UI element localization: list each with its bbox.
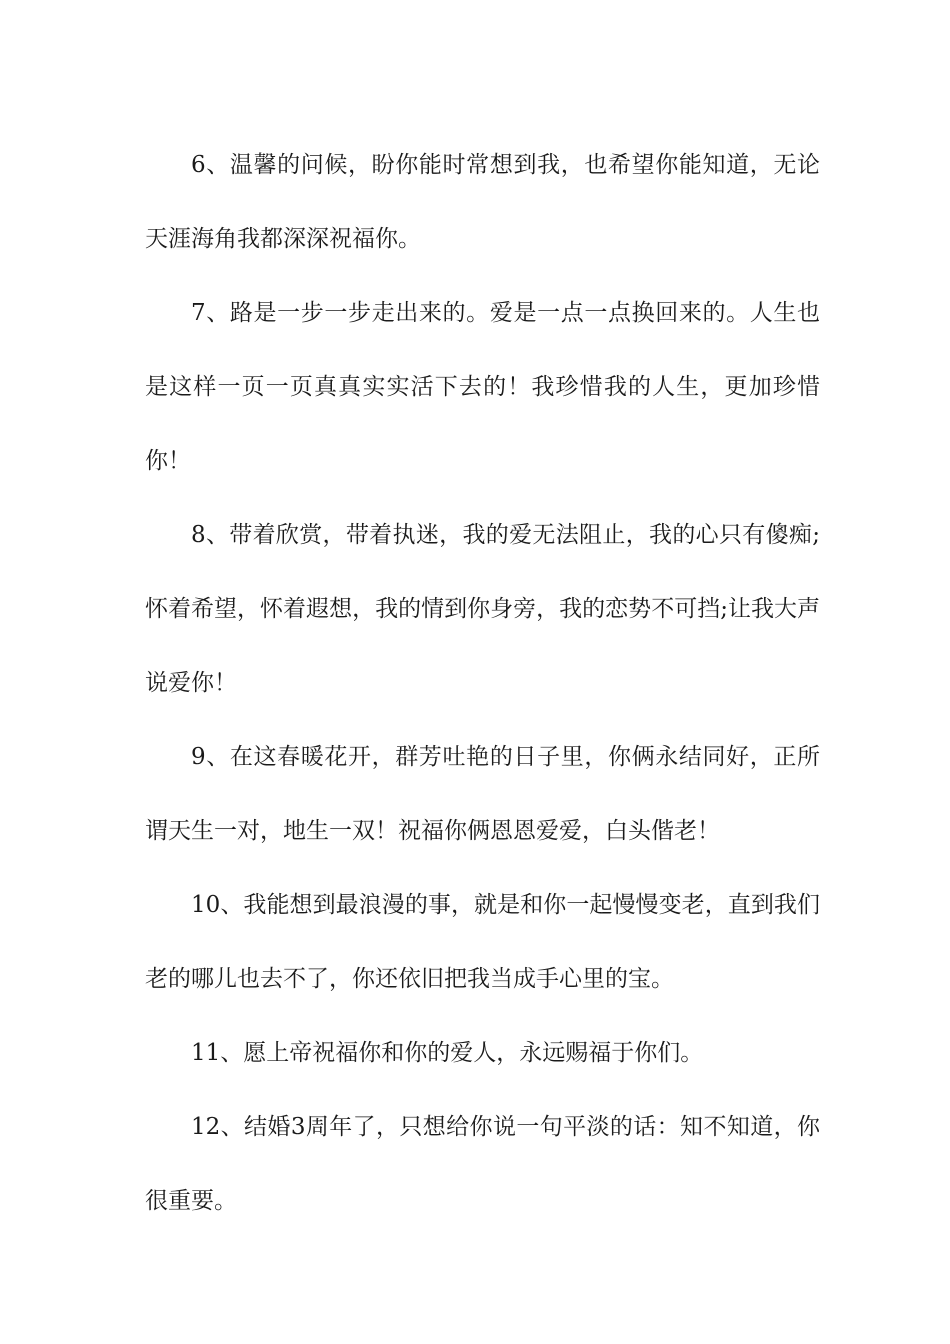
document-body <box>145 128 820 1238</box>
paragraph-12: 12、结婚3周年了，只想给你说一句平淡的话：知不知道，你很重要。 <box>145 1114 820 1214</box>
paragraph-9: 9、在这春暖花开，群芳吐艳的日子里，你俩永结同好，正所谓天生一对，地生一双！祝福你俩恩恩爱爱，白头偕老！ <box>145 744 820 844</box>
paragraph-10: 10、我能想到最浪漫的事，就是和你一起慢慢变老，直到我们老的哪儿也去不了，你还依旧把我当成手心里的宝。 <box>145 892 820 992</box>
paragraph-6: 6、温馨的问候，盼你能时常想到我，也希望你能知道，无论天涯海角我都深深祝福你。 <box>145 152 820 252</box>
paragraph-8: 8、带着欣赏，带着执迷，我的爱无法阻止，我的心只有傻痴;怀着希望，怀着遐想，我的情到你身旁，我的恋势不可挡;让我大声说爱你！ <box>145 522 820 696</box>
paragraph-11: 11、愿上帝祝福你和你的爱人，永远赐福于你们。 <box>191 1040 704 1066</box>
paragraph-7: 7、路是一步一步走出来的。爱是一点一点换回来的。人生也是这样一页一页真真实实活下去的！我珍惜我的人生，更加珍惜你！ <box>145 300 820 474</box>
